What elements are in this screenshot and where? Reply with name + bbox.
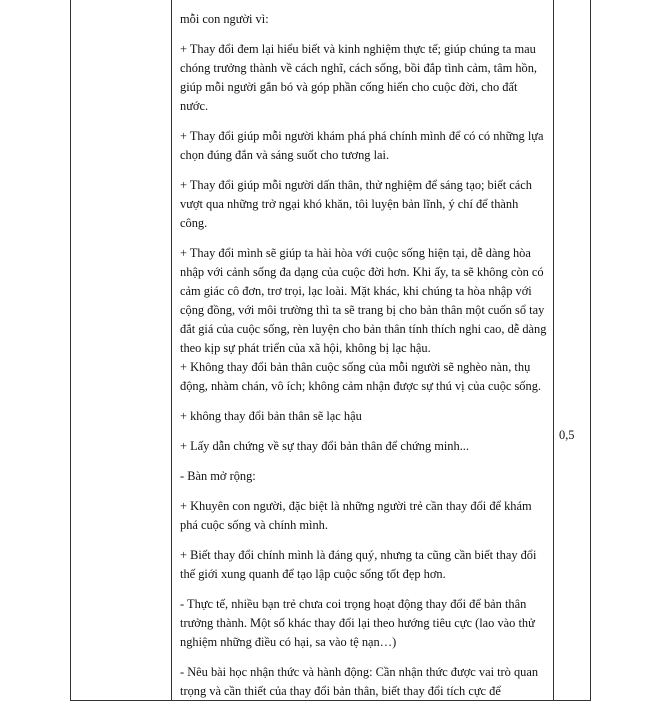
paragraph-point: + Thay đổi giúp mỗi người dấn thân, thử nghiệm để sáng tạo; biết cách vượt qua những trở ngại khó khăn, tôi luyện bản lĩnh, ý chí để thành công. — [180, 178, 532, 230]
paragraph-point: - Nêu bài học nhận thức và hành động: Cần nhận thức được vai trò quan trọng và cần thiết của thay đổi bản thân, biết thay đổi tích cực để — [180, 665, 539, 698]
paragraph-intro: mỗi con người vì: — [180, 12, 269, 26]
score-value: 0,5 — [559, 428, 575, 442]
paragraph-point: + Thay đổi mình sẽ giúp ta hài hòa với cuộc sống hiện tại, dễ dàng hòa nhập với cảnh sống đa dạng của cuộc đời hơn. Khi ấy, ta sẽ không còn có cảm giác cô đơn, trơ trọi, lạc loài. Mặt khác, khi chúng ta hòa nhập với cộng đồng, với môi trường thì ta sẽ trang bị cho bản thân một cuốn sổ tay đắt giá của cuộc sống, rèn luyện cho bản thân tính thích nghi cao, dễ dàng theo kịp sự phát triển của xã hội, không bị lạc hậu. — [180, 246, 547, 355]
paragraph-point: + Khuyên con người, đặc biệt là những người trẻ cần thay đổi để khám phá cuộc sống và chính mình. — [180, 499, 532, 532]
paragraph-heading: - Bàn mở rộng: — [180, 469, 256, 483]
paragraph-point: + Thay đổi đem lại hiểu biết và kinh nghiệm thực tế; giúp chúng ta mau chóng trưởng thành về cách nghĩ, cách sống, bồi đắp tình cảm, tâm hồn, giúp mỗi người gắn bó và góp phần cống hiến cho cuộc đời, cho đất nước. — [180, 42, 538, 113]
paragraph-point: - Thực tế, nhiều bạn trẻ chưa coi trọng hoạt động thay đổi để bản thân trưởng thành. Một số khác thay đổi lại theo hướng tiêu cực (lao vào thử nghiệm những điều có hại, sa vào tệ nạn…) — [180, 597, 535, 649]
answer-content — [180, 10, 548, 701]
table-column-divider-left — [171, 0, 172, 700]
paragraph-point: + không thay đổi bản thân sẽ lạc hậu — [180, 409, 362, 423]
paragraph-point: + Không thay đổi bản thân cuộc sống của mỗi người sẽ nghèo nàn, thụ động, nhàm chán, vô ích; không cảm nhận được sự thú vị của cuộc sống. — [180, 360, 541, 393]
table-column-divider-right — [553, 0, 554, 700]
paragraph-point: + Thay đổi giúp mỗi người khám phá phá chính mình để có có những lựa chọn đúng đắn và sáng suốt cho tương lai. — [180, 129, 544, 162]
paragraph-point: + Biết thay đổi chính mình là đáng quý, nhưng ta cũng cần biết thay đổi thế giới xung quanh để tạo lập cuộc sống tốt đẹp hơn. — [180, 548, 537, 581]
paragraph-point: + Lấy dẫn chứng về sự thay đổi bản thân để chứng minh... — [180, 439, 469, 453]
